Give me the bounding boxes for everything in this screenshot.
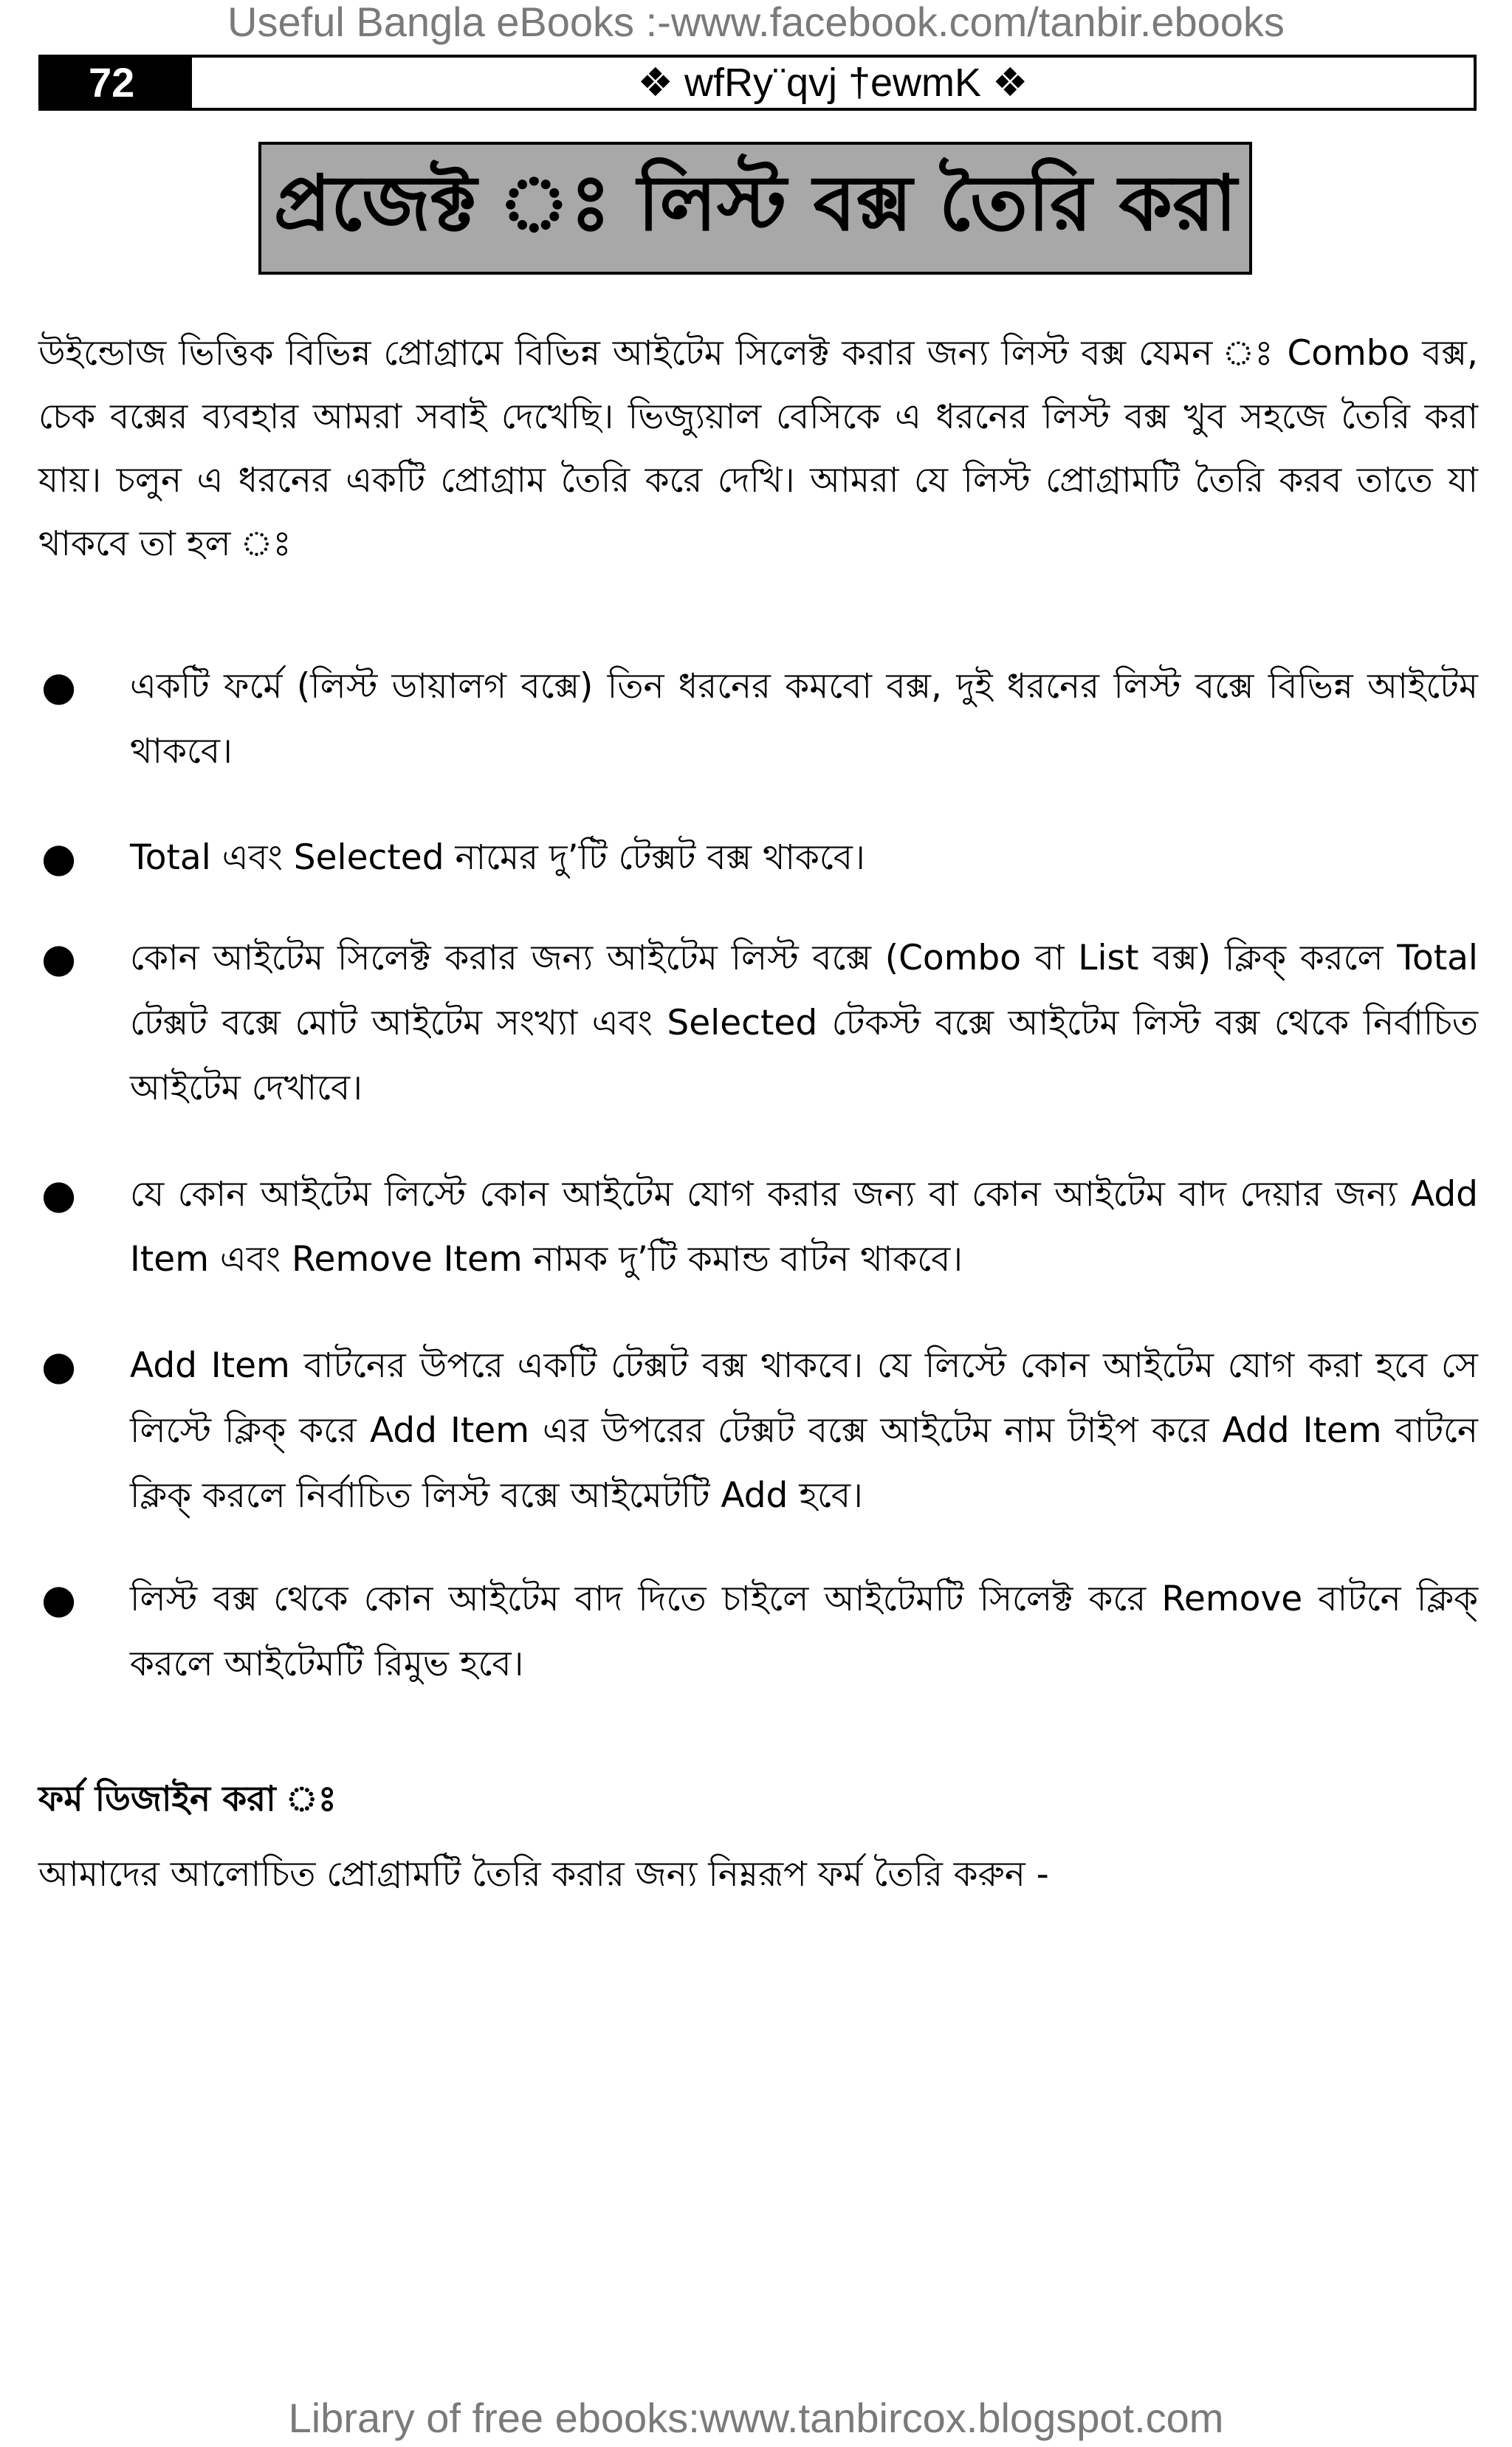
chapter-title: প্রজেক্ট ঃ লিস্ট বক্স তৈরি করা [273, 158, 1237, 248]
bullet-item [38, 1162, 1478, 1292]
bullet-icon: ● [41, 834, 77, 881]
bullet-icon: ● [41, 935, 77, 981]
section-text: আমাদের আলোচিত প্রোগ্রামটি তৈরি করার জন্য নিম্নরূপ ফর্ম তৈরি করুন - [38, 1854, 1049, 1895]
bullet-icon: ● [41, 1171, 77, 1218]
bullet-text: যে কোন আইটেম লিস্টে কোন আইটেম যোগ করার জন্য বা কোন আইটেম বাদ দেয়ার জন্য Add Item এবং Remove Item নামক দু’টি কমান্ড বাটন থাকবে। [130, 1174, 1478, 1280]
bullet-icon: ● [41, 1576, 77, 1622]
bullet-icon: ● [41, 1342, 77, 1389]
page-header [38, 55, 1477, 111]
bullet-text: লিস্ট বক্স থেকে কোন আইটেম বাদ দিতে চাইলে আইটেমটি সিলেক্ট করে Remove বাটনে ক্লিক্ করলে আইটেমটি রিমুভ হবে। [130, 1579, 1478, 1684]
bullet-icon: ● [41, 663, 77, 710]
bullet-item [38, 1334, 1478, 1528]
intro-paragraph: উইন্ডোজ ভিত্তিক বিভিন্ন প্রোগ্রামে বিভিন্ন আইটেম সিলেক্ট করার জন্য লিস্ট বক্স যেমন ঃ Combo বক্স, চেক বক্সের ব্যবহার আমরা সবাই দেখেছি। ভিজ্যুয়াল বেসিকে এ ধরনের লিস্ট বক্স খুব সহজে তৈরি করা যায়। চলুন এ ধরনের একটি প্রোগ্রাম তৈরি করে দেখি। আমরা যে লিস্ট প্রোগ্রামটি তৈরি করব তাতে যা থাকবে তা হল ঃ [38, 333, 1478, 564]
bullet-text: একটি ফর্মে (লিস্ট ডায়ালগ বক্সে) তিন ধরনের কমবো বক্স, দুই ধরনের লিস্ট বক্সে বিভিন্ন আইটেম থাকবে। [130, 666, 1478, 772]
bullet-text: কোন আইটেম সিলেক্ট করার জন্য আইটেম লিস্ট বক্সে (Combo বা List বক্স) ক্লিক্ করলে Total টেক্সট বক্সে মোট আইটেম সংখ্যা এবং Selected টেকস্ট বক্সে আইটেম লিস্ট বক্স থেকে নির্বাচিত আইটেম দেখাবে। [130, 938, 1478, 1108]
bottom-watermark: Library of free ebooks:www.tanbircox.blogspot.com [288, 2395, 1224, 2441]
bullet-item [38, 826, 1478, 890]
page-number: 72 [41, 58, 192, 108]
top-watermark: Useful Bangla eBooks :-www.facebook.com/tanbir.ebooks [227, 0, 1285, 45]
running-head: ❖ wfRy¨qvj †ewmK ❖ [637, 61, 1028, 105]
bullet-item [38, 926, 1478, 1121]
bullet-item [38, 1567, 1478, 1697]
chapter-title-box [258, 142, 1252, 275]
bullet-text: Total এবং Selected নামের দু’টি টেক্সট বক্স থাকবে। [130, 837, 865, 878]
bullet-item [38, 654, 1478, 784]
section-heading: ফর্ম ডিজাইন করা ঃ [38, 1779, 337, 1819]
bullet-text: Add Item বাটনের উপরে একটি টেক্সট বক্স থাকবে। যে লিস্টে কোন আইটেম যোগ করা হবে সে লিস্টে ক্লিক্ করে Add Item এর উপরের টেক্সট বক্সে আইটেম নাম টাইপ করে Add Item বাটনে ক্লিক্ করলে নির্বাচিত লিস্ট বক্সে আইমেটটি Add হবে। [130, 1345, 1478, 1516]
